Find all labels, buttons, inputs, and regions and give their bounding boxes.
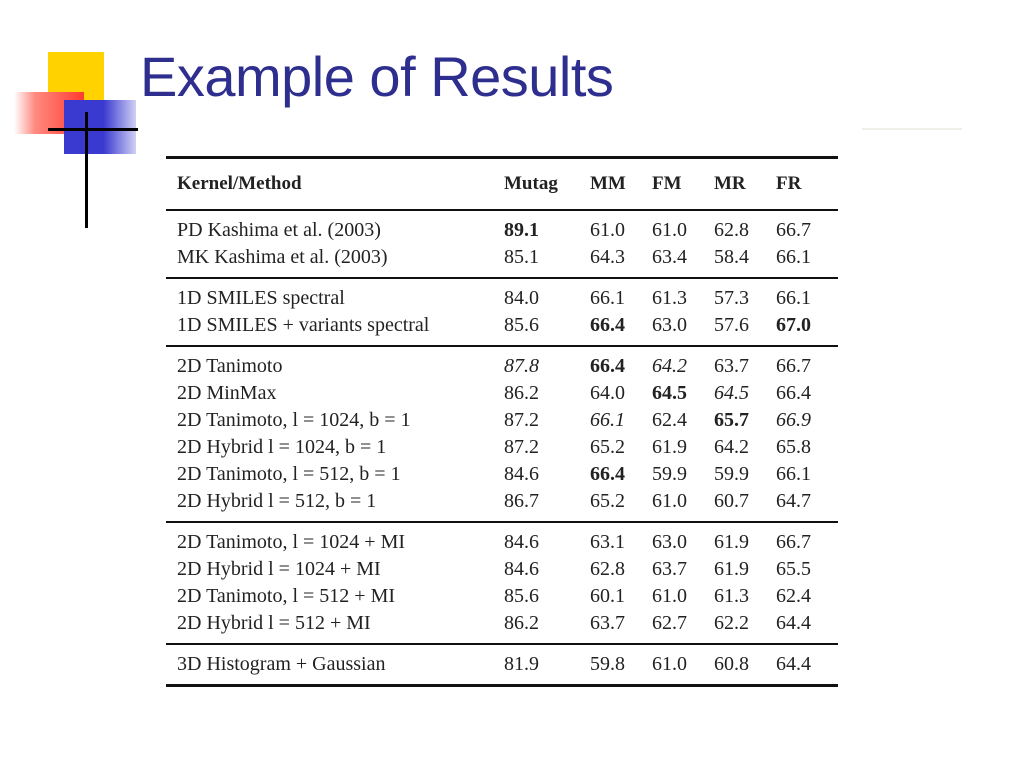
table-row: [166, 380, 838, 407]
method-name-cell: 3D Histogram + Gaussian: [177, 653, 386, 675]
results-table: [166, 156, 838, 687]
score-cell: 57.3: [714, 287, 749, 309]
score-cell: 81.9: [504, 653, 539, 675]
score-cell: 61.0: [652, 490, 687, 512]
table-row: [166, 407, 838, 434]
table-row: [166, 610, 838, 644]
method-name-cell: 2D Hybrid l = 1024 + MI: [177, 558, 381, 580]
score-cell: 66.1: [776, 287, 811, 309]
score-cell: 86.2: [504, 612, 539, 634]
score-cell: 63.7: [652, 558, 687, 580]
table-group: [166, 644, 838, 684]
slide-title: Example of Results: [140, 45, 614, 108]
score-cell: 64.3: [590, 246, 625, 268]
score-cell: 62.8: [590, 558, 625, 580]
score-cell: 61.0: [590, 219, 625, 241]
score-cell: 63.4: [652, 246, 687, 268]
score-cell: 64.7: [776, 490, 811, 512]
score-cell: 61.0: [652, 585, 687, 607]
score-cell: 66.4: [590, 314, 625, 336]
decor-line-horizontal: [48, 128, 138, 131]
score-cell: 87.8: [504, 355, 539, 377]
score-cell: 86.2: [504, 382, 539, 404]
table-row: [166, 461, 838, 488]
header-mutag: Mutag: [504, 173, 558, 194]
score-cell: 63.7: [590, 612, 625, 634]
method-name-cell: 1D SMILES + variants spectral: [177, 314, 430, 336]
header-kernel-method: Kernel/Method: [177, 173, 302, 194]
table-row: [166, 556, 838, 583]
method-name-cell: 2D Tanimoto, l = 1024 + MI: [177, 531, 406, 553]
score-cell: 66.4: [590, 463, 625, 485]
score-cell: 59.9: [714, 463, 749, 485]
score-cell: 61.0: [652, 219, 687, 241]
score-cell: 64.5: [652, 382, 687, 404]
table-row: [166, 522, 838, 556]
score-cell: 62.8: [714, 219, 749, 241]
score-cell: 87.2: [504, 409, 539, 431]
score-cell: 61.9: [714, 531, 749, 553]
score-cell: 65.8: [776, 436, 811, 458]
score-cell: 85.1: [504, 246, 539, 268]
header-fm: FM: [652, 173, 682, 194]
score-cell: 61.0: [652, 653, 687, 675]
score-cell: 66.7: [776, 219, 811, 241]
method-name-cell: 1D SMILES spectral: [177, 287, 345, 309]
score-cell: 84.0: [504, 287, 539, 309]
score-cell: 61.3: [714, 585, 749, 607]
table-row: [166, 312, 838, 346]
score-cell: 66.7: [776, 531, 811, 553]
score-cell: 64.2: [714, 436, 749, 458]
header-mr: MR: [714, 173, 746, 194]
score-cell: 85.6: [504, 585, 539, 607]
score-cell: 60.1: [590, 585, 625, 607]
table-row: [166, 278, 838, 312]
method-name-cell: 2D Hybrid l = 512 + MI: [177, 612, 371, 634]
score-cell: 63.7: [714, 355, 749, 377]
score-cell: 64.4: [776, 612, 811, 634]
score-cell: 66.7: [776, 355, 811, 377]
score-cell: 57.6: [714, 314, 749, 336]
table-group: [166, 522, 838, 644]
results-table-grid: [166, 159, 838, 684]
score-cell: 64.5: [714, 382, 749, 404]
method-name-cell: PD Kashima et al. (2003): [177, 219, 381, 241]
table-row: [166, 583, 838, 610]
method-name-cell: 2D Tanimoto, l = 512 + MI: [177, 585, 396, 607]
score-cell: 63.0: [652, 314, 687, 336]
score-cell: 61.9: [714, 558, 749, 580]
score-cell: 66.1: [590, 409, 625, 431]
method-name-cell: 2D MinMax: [177, 382, 277, 404]
score-cell: 87.2: [504, 436, 539, 458]
score-cell: 62.4: [776, 585, 811, 607]
score-cell: 60.8: [714, 653, 749, 675]
decor-line-vertical: [85, 112, 88, 228]
score-cell: 67.0: [776, 314, 811, 336]
header-mm: MM: [590, 173, 626, 194]
score-cell: 66.1: [776, 463, 811, 485]
method-name-cell: 2D Tanimoto, l = 1024, b = 1: [177, 409, 411, 431]
score-cell: 63.0: [652, 531, 687, 553]
method-name-cell: 2D Tanimoto: [177, 355, 283, 377]
method-name-cell: 2D Tanimoto, l = 512, b = 1: [177, 463, 401, 485]
method-name-cell: 2D Hybrid l = 512, b = 1: [177, 490, 377, 512]
table-group: [166, 278, 838, 346]
score-cell: 66.1: [776, 246, 811, 268]
table-group: [166, 346, 838, 522]
score-cell: 65.7: [714, 409, 749, 431]
score-cell: 66.4: [776, 382, 811, 404]
score-cell: 60.7: [714, 490, 749, 512]
score-cell: 59.9: [652, 463, 687, 485]
score-cell: 84.6: [504, 531, 539, 553]
score-cell: 66.4: [590, 355, 625, 377]
score-cell: 62.4: [652, 409, 687, 431]
score-cell: 66.1: [590, 287, 625, 309]
score-cell: 62.7: [652, 612, 687, 634]
decor-title-rule: [862, 128, 962, 130]
header-fr: FR: [776, 173, 802, 194]
score-cell: 84.6: [504, 558, 539, 580]
score-cell: 63.1: [590, 531, 625, 553]
table-row: [166, 244, 838, 278]
table-row: [166, 210, 838, 244]
score-cell: 66.9: [776, 409, 811, 431]
score-cell: 64.0: [590, 382, 625, 404]
table-row: [166, 488, 838, 522]
score-cell: 89.1: [504, 219, 539, 241]
table-group: [166, 210, 838, 278]
score-cell: 58.4: [714, 246, 749, 268]
table-row: [166, 434, 838, 461]
table-row: [166, 346, 838, 380]
score-cell: 65.2: [590, 436, 625, 458]
score-cell: 64.4: [776, 653, 811, 675]
score-cell: 65.5: [776, 558, 811, 580]
score-cell: 62.2: [714, 612, 749, 634]
score-cell: 86.7: [504, 490, 539, 512]
score-cell: 61.9: [652, 436, 687, 458]
score-cell: 59.8: [590, 653, 625, 675]
method-name-cell: MK Kashima et al. (2003): [177, 246, 388, 268]
score-cell: 65.2: [590, 490, 625, 512]
method-name-cell: 2D Hybrid l = 1024, b = 1: [177, 436, 387, 458]
table-row: [166, 644, 838, 684]
score-cell: 85.6: [504, 314, 539, 336]
score-cell: 64.2: [652, 355, 687, 377]
score-cell: 84.6: [504, 463, 539, 485]
score-cell: 61.3: [652, 287, 687, 309]
decor-square-blue: [64, 100, 136, 154]
table-header-row: [166, 159, 838, 210]
